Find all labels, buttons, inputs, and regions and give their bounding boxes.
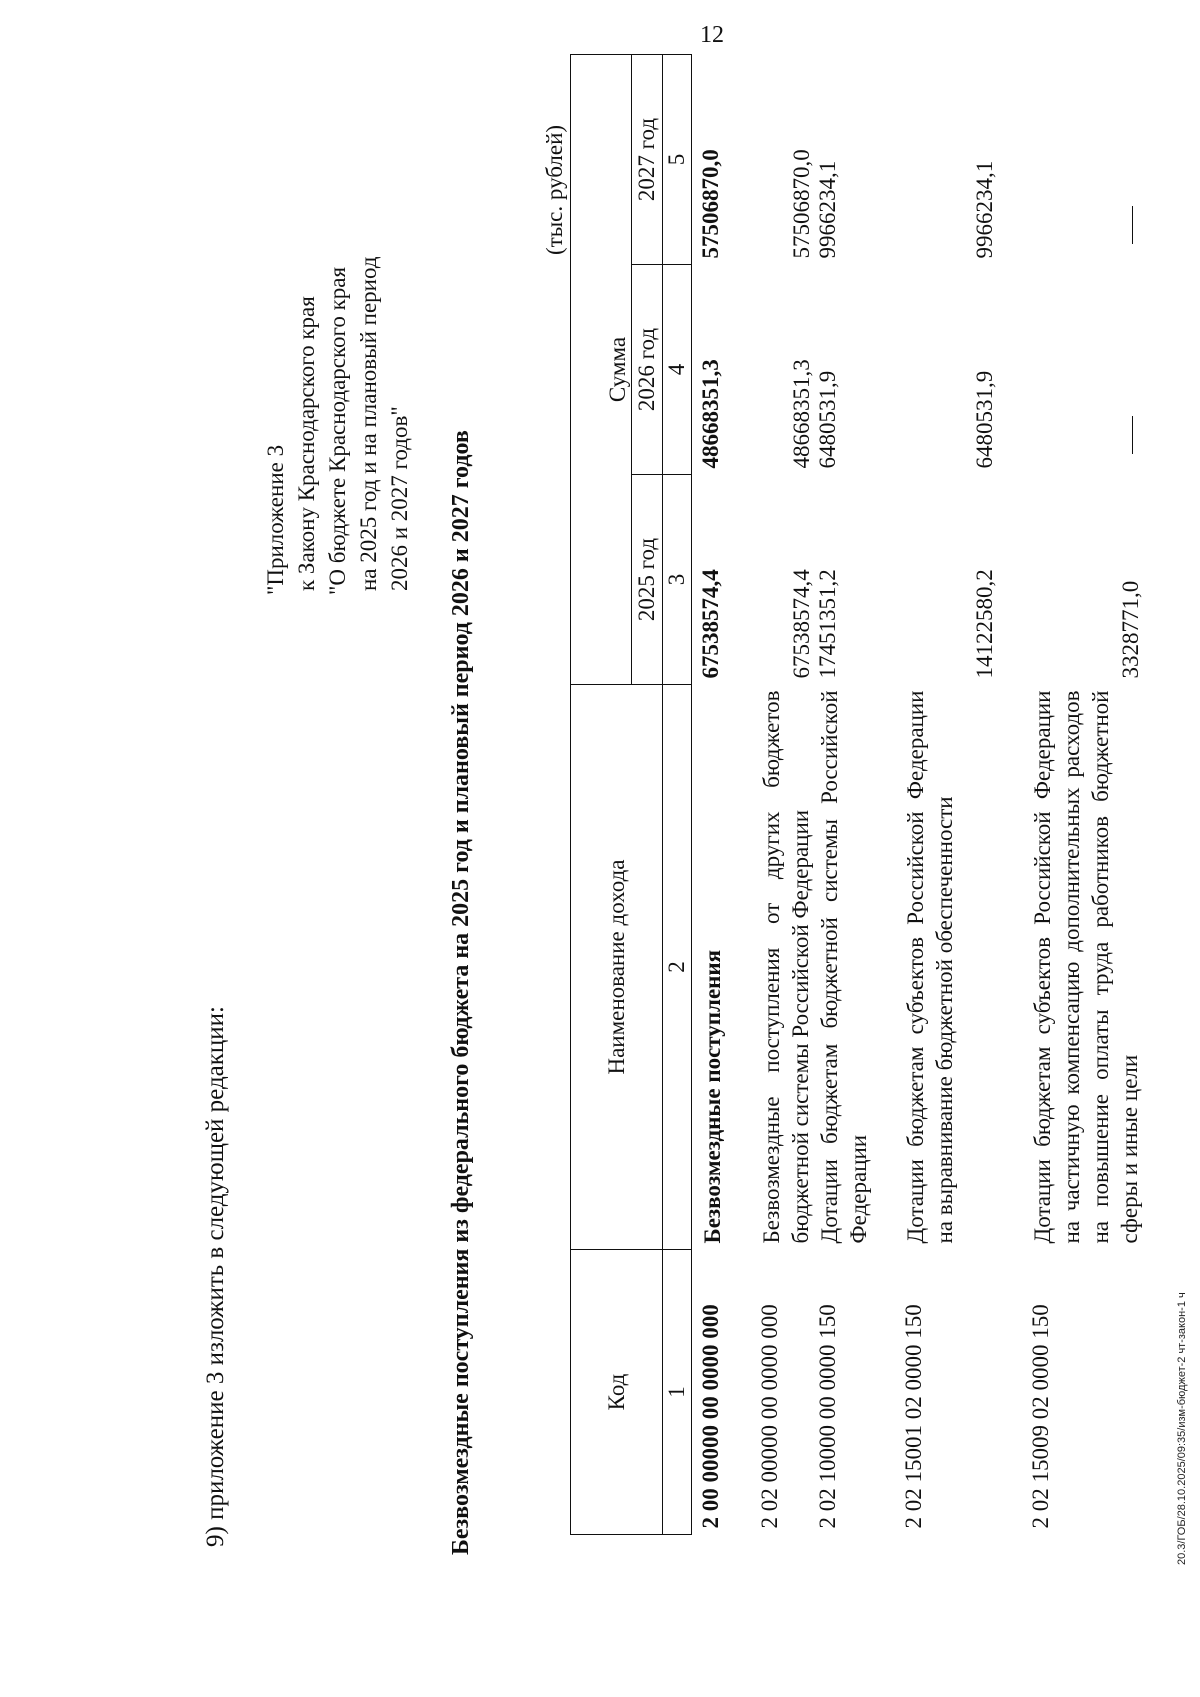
header-year-2027: 2027 год [632,55,663,265]
dash-empty-value [1132,207,1133,245]
header-name: Наименование дохода [571,685,663,1250]
row-name: Дотации бюджетам субъектов Российской Федерации на выравнивание бюджетной обеспеченности [903,690,957,1244]
row-value-2026: 6480531,9 [972,370,997,469]
row-value-2026: 48668351,3 [789,359,814,469]
row-value-2026: 48668351,3 [698,359,723,469]
page-number: 12 [700,22,724,48]
document-title: Безвозмездные поступления из федерального бюджета на 2025 год и плановый период 2026 и 2027 годов [448,430,474,1555]
header-year-2025: 2025 год [632,475,663,685]
header-col-number: 4 [663,265,692,475]
table-row [692,55,728,1535]
row-code: 2 02 15009 02 0000 150 [1028,1304,1053,1529]
units-label: (тыс. рублей) [542,124,567,255]
appendix-header [260,256,415,595]
row-value-2025: 67538574,4 [698,569,723,679]
header-year-2026: 2026 год [632,265,663,475]
row-value-2025: 67538574,4 [789,569,814,679]
row-value-2025: 14122580,2 [972,569,997,679]
row-value-2027: 57506870,0 [789,149,814,259]
appendix-line: 2026 и 2027 годов" [387,406,412,591]
row-name: Дотации бюджетам субъектов Российской Федерации на частичную компенсацию дополнительных расходов на повышение оплаты труда работников бюджетной сферы и иные цели [1030,690,1142,1244]
table-row [727,55,815,1535]
appendix-line: "О бюджете Краснодарского края [325,266,350,595]
row-name: Безвозмездные поступления [700,949,725,1244]
appendix-line: к Закону Краснодарского края [294,296,319,591]
row-value-2027: 9966234,1 [972,160,997,259]
row-value-2027: 57506870,0 [698,149,723,259]
header-col-number: 3 [663,475,692,685]
revenue-table [570,54,1144,1535]
table-row [998,55,1144,1535]
header-col-number: 2 [663,685,692,1250]
header-col-number: 5 [663,55,692,265]
row-value-2026 [998,265,1144,475]
row-code: 2 02 15001 02 0000 150 [901,1304,926,1529]
row-name: Безвозмездные поступления от других бюджетов бюджетной системы Российской Федерации [759,690,813,1244]
header-code: Код [571,1250,663,1535]
table-row [815,55,873,1535]
row-value-2025: 3328771,0 [1118,580,1143,679]
amendment-item-text: 9) приложение 3 изложить в следующей редакции: [202,1006,229,1547]
dash-empty-value [1132,417,1133,455]
row-name: Дотации бюджетам бюджетной системы Российской Федерации [817,690,871,1244]
header-col-number: 1 [663,1250,692,1535]
row-code: 2 00 00000 00 0000 000 [698,1304,723,1529]
rotated-page-content [60,55,1170,1595]
row-value-2027 [998,55,1144,265]
header-sum: Сумма [571,55,632,685]
row-value-2026: 6480531,9 [815,370,840,469]
appendix-line: на 2025 год и на плановый период [356,256,381,591]
row-code: 2 02 10000 00 0000 150 [815,1304,840,1529]
footer-code-text: 20.3/ГОБ/28.10.2025/09:35/изм-бюджет-2 чт-закон-1 ч [1176,1292,1188,1565]
row-value-2025: 17451351,2 [815,569,840,679]
table-row [873,55,998,1535]
row-value-2027: 9966234,1 [815,160,840,259]
row-code: 2 02 00000 00 0000 000 [757,1304,782,1529]
appendix-line: "Приложение 3 [263,444,288,595]
